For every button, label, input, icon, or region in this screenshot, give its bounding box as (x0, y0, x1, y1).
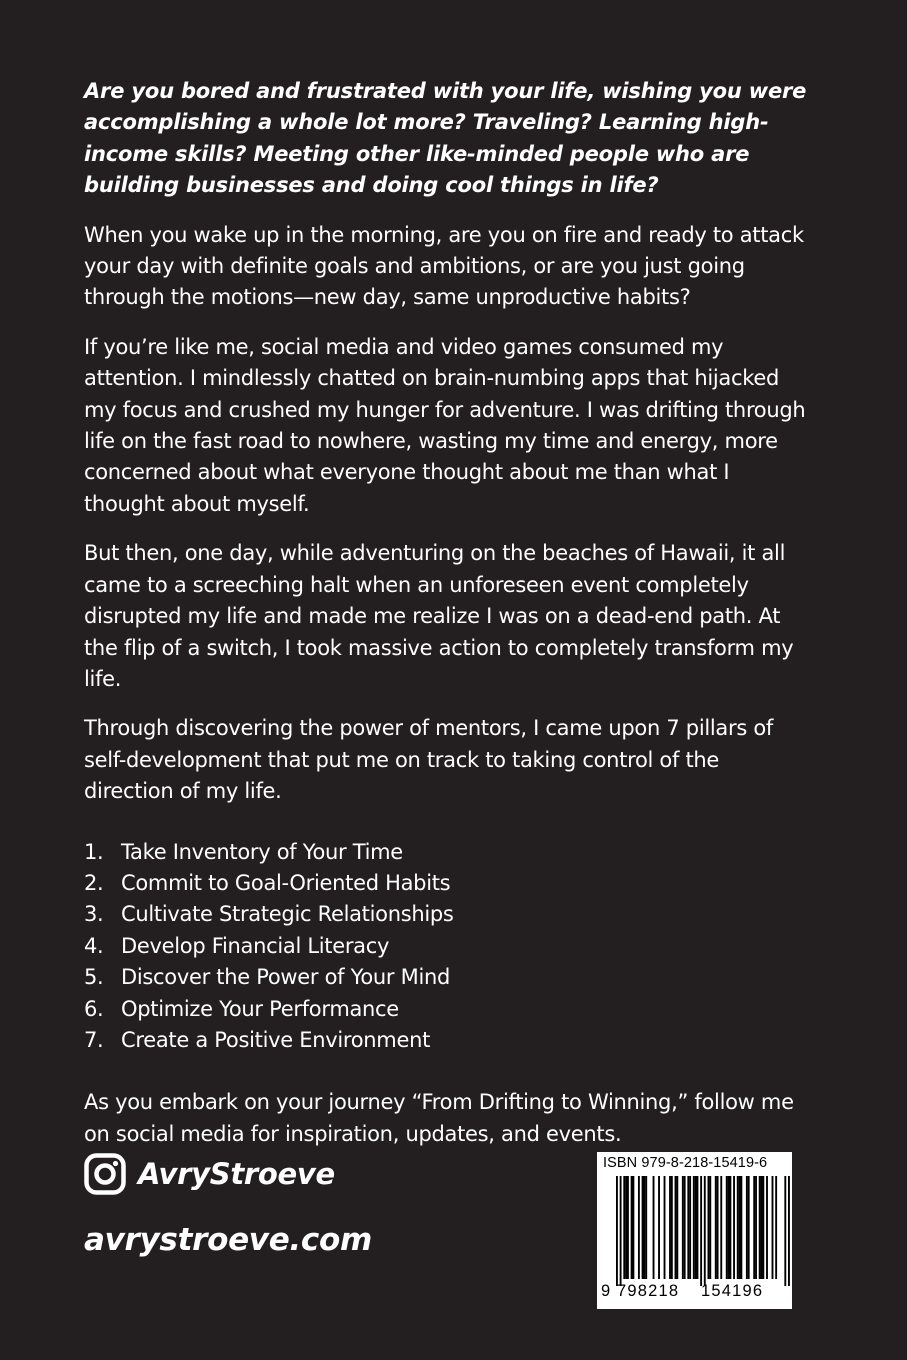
list-item (84, 994, 809, 1025)
barcode-bar (638, 1176, 640, 1279)
barcode-bar (664, 1176, 666, 1279)
barcode-bar (676, 1176, 678, 1279)
barcode-bar (627, 1176, 629, 1279)
barcode-group-2: 154196 (701, 1282, 764, 1300)
barcode-bar (762, 1176, 764, 1279)
barcode-bar (623, 1176, 625, 1279)
list-text: Take Inventory of Your Time (121, 839, 403, 864)
barcode-bar (728, 1176, 730, 1279)
list-text: Cultivate Strategic Relationships (121, 902, 454, 927)
barcode-bar (720, 1176, 722, 1279)
list-number: 5. (84, 965, 104, 990)
barcode-bar (784, 1176, 786, 1286)
barcode-bar (682, 1176, 684, 1279)
barcode-bar (693, 1176, 695, 1279)
barcode-lead-digit: 9 (601, 1282, 611, 1300)
list-item (84, 899, 809, 930)
list-number: 4. (84, 933, 104, 958)
list-number: 3. (84, 902, 104, 927)
list-item (84, 868, 809, 899)
body-paragraph-3: But then, one day, while adventuring on the beaches of Hawaii, it all came to a screeching halt when an unforeseen event completely disrupted my life and made me realize I was on a dead-end path. At the flip of a switch, I took massive action to completely transform my life. (84, 541, 794, 691)
list-number: 7. (84, 1027, 104, 1052)
barcode-bar (704, 1176, 706, 1286)
list-item (84, 962, 809, 993)
social-handle-row (84, 1151, 335, 1197)
barcode-bar (643, 1176, 645, 1279)
back-cover-text (84, 76, 809, 1150)
barcode-bar (746, 1176, 748, 1279)
barcode-bar (709, 1176, 711, 1279)
barcode-bar (755, 1176, 757, 1279)
instagram-icon (84, 1153, 126, 1195)
barcode-bar (729, 1176, 731, 1279)
pillars-list (84, 837, 809, 1057)
list-item (84, 931, 809, 962)
isbn-barcode (597, 1152, 792, 1309)
barcode-bar (675, 1176, 677, 1279)
barcode-bar (708, 1176, 710, 1279)
list-number: 1. (84, 839, 104, 864)
list-item (84, 837, 809, 868)
closing-paragraph: As you embark on your journey “From Drifting to Winning,” follow me on social media for inspiration, updates, and events. (84, 1090, 794, 1146)
barcode-bar (715, 1176, 717, 1279)
list-number: 6. (84, 996, 104, 1021)
barcode-bar (775, 1176, 777, 1279)
barcode-bar (766, 1176, 768, 1279)
barcode-bar (759, 1176, 761, 1279)
barcode-digits (601, 1282, 791, 1301)
barcode-bar (695, 1176, 697, 1279)
barcode-bar (733, 1176, 735, 1279)
barcode-bar (761, 1176, 763, 1279)
barcode-bar (772, 1176, 774, 1279)
barcode-bar (689, 1176, 691, 1279)
barcode-bar (726, 1176, 728, 1279)
barcode-bar (740, 1176, 742, 1279)
barcode-bar (753, 1176, 755, 1279)
barcode-bar (739, 1176, 741, 1279)
barcode-bar (788, 1176, 790, 1286)
barcode-bar (737, 1176, 739, 1279)
list-number: 2. (84, 870, 104, 895)
barcode-bar (631, 1176, 633, 1279)
body-paragraph-4: Through discovering the power of mentors, I came upon 7 pillars of self-development that put me on track to taking control of the direction of my life. (84, 716, 773, 804)
barcode-bar (653, 1176, 655, 1279)
barcode-bar (684, 1176, 686, 1279)
barcode-bar (645, 1176, 647, 1279)
website-url: avrystroeve.com (84, 1222, 372, 1258)
barcode-bar (658, 1176, 660, 1279)
barcode-bar (620, 1176, 622, 1286)
list-text: Discover the Power of Your Mind (121, 965, 451, 990)
barcode-bar (697, 1176, 699, 1279)
barcode-bar (616, 1176, 618, 1286)
barcode-bar (748, 1176, 750, 1279)
barcode-bar (700, 1176, 702, 1286)
list-text: Optimize Your Performance (121, 996, 399, 1021)
barcode-group-1: 798218 (617, 1282, 680, 1300)
barcode-bar (642, 1176, 644, 1279)
isbn-label: ISBN 979-8-218-15419-6 (603, 1155, 768, 1171)
social-handle: AvryStroeve (138, 1157, 335, 1191)
barcode-bar (687, 1176, 689, 1279)
body-paragraph-1: When you wake up in the morning, are you on fire and ready to attack your day with definite goals and ambitions, or are you just going through the motions—new day, same unproductive habits? (84, 222, 804, 310)
body-paragraph-2: If you’re like me, social media and video games consumed my attention. I mindlessly chatted on brain-numbing apps that hijacked my focus and crushed my hunger for adventure. I was drifting through life on the fast road to nowhere, wasting my time and energy, more concerned about what everyone thought about me than what I thought about myself. (84, 334, 806, 516)
barcode-bar (671, 1176, 673, 1279)
list-text: Commit to Goal-Oriented Habits (121, 870, 451, 895)
list-text: Develop Financial Literacy (121, 933, 390, 958)
barcode-bar (717, 1176, 719, 1279)
intro-paragraph: Are you bored and frustrated with your life, wishing you were accomplishing a whole lot more? Traveling? Learning high-income skills? Meeting other like-minded people who are building businesses and doing cool things in life? (84, 79, 807, 198)
barcode-bar (625, 1176, 627, 1279)
list-text: Create a Positive Environment (121, 1027, 431, 1052)
barcode-bar (632, 1176, 634, 1279)
barcode-bar (669, 1176, 671, 1279)
list-item (84, 1025, 809, 1056)
